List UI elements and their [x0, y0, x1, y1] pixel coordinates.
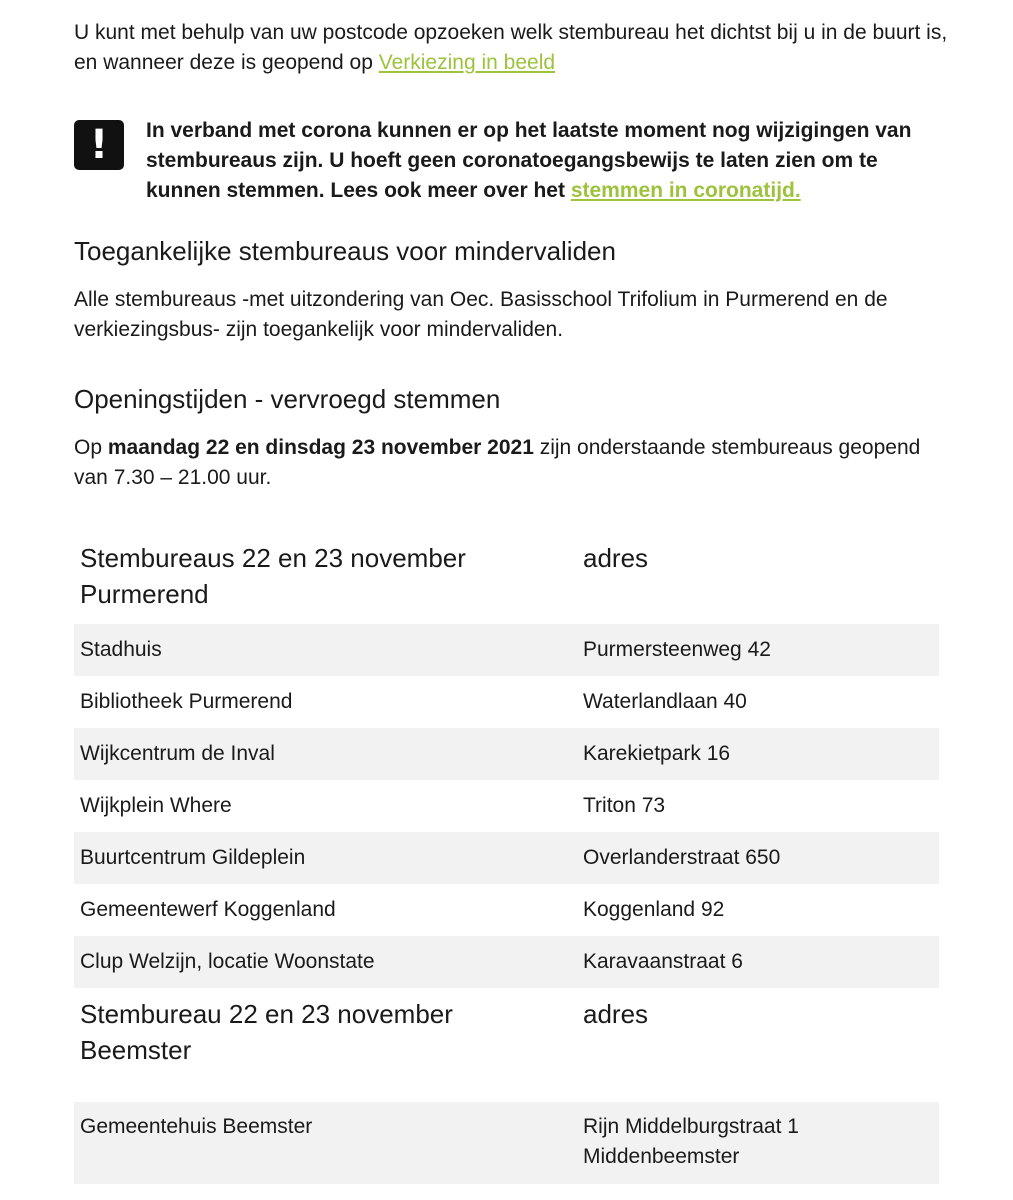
table-row: [74, 832, 939, 884]
station-name: Gemeentehuis Beemster: [80, 1115, 313, 1138]
station-address: Karekietpark 16: [583, 742, 731, 765]
station-name: Bibliotheek Purmerend: [80, 690, 293, 713]
station-address: Purmersteenweg 42: [583, 638, 771, 661]
beemster-header-row: [74, 988, 939, 1102]
station-name: Wijkplein Where: [80, 794, 232, 817]
verkiezing-in-beeld-link[interactable]: Verkiezing in beeld: [378, 51, 556, 74]
purmerend-header-address: adres: [583, 543, 649, 573]
accessibility-text: Alle stembureaus -met uitzondering van Oec. Basisschool Trifolium in Purmerend en de verkiezingsbus- zijn toegankelijk voor mindervaliden.: [74, 288, 888, 341]
table-row: [74, 676, 939, 728]
opening-hours-text: [74, 433, 954, 493]
station-address: Waterlandlaan 40: [583, 690, 747, 713]
station-name: Buurtcentrum Gildeplein: [80, 846, 306, 869]
station-address: Overlanderstraat 650: [583, 846, 781, 869]
polling-stations-table: [74, 532, 939, 1184]
station-address: Triton 73: [583, 794, 666, 817]
opening-text-before: Op: [74, 436, 108, 459]
purmerend-header-row: [74, 532, 939, 624]
station-name: Gemeentewerf Koggenland: [80, 898, 336, 921]
purmerend-header-name: Stembureaus 22 en 23 november Purmerend: [80, 543, 466, 609]
beemster-header-address: adres: [583, 999, 649, 1029]
intro-text: U kunt met behulp van uw postcode opzoeken welk stembureau het dichtst bij u in de buurt is, en wanneer deze is geopend op: [74, 21, 948, 74]
station-address: [577, 1102, 939, 1184]
stemmen-in-coronatijd-link[interactable]: stemmen in coronatijd.: [570, 179, 801, 202]
table-row: [74, 1102, 939, 1184]
table-row: [74, 780, 939, 832]
station-address: Koggenland 92: [583, 898, 725, 921]
notice-text: [146, 116, 954, 206]
opening-hours-heading: Openingstijden - vervroegd stemmen: [74, 384, 501, 414]
address-line-1: Rijn Middelburgstraat 1: [583, 1115, 799, 1138]
opening-dates: maandag 22 en dinsdag 23 november 2021: [107, 436, 534, 459]
intro-paragraph: [74, 18, 954, 78]
station-name: Wijkcentrum de Inval: [80, 742, 275, 765]
station-address: Karavaanstraat 6: [583, 950, 743, 973]
table-row: [74, 624, 939, 676]
table-row: [74, 884, 939, 936]
station-name: Stadhuis: [80, 638, 162, 661]
notice-body: In verband met corona kunnen er op het laatste moment nog wijzigingen van stembureaus zijn. U hoeft geen coronatoegangsbewijs te laten zien om te kunnen stemmen. Lees ook meer over het: [146, 119, 912, 202]
table-row: [74, 936, 939, 988]
corona-notice: [74, 116, 954, 206]
exclamation-icon: !: [74, 120, 124, 170]
beemster-header-name: Stembureau 22 en 23 november Beemster: [80, 999, 453, 1065]
address-line-2: Middenbeemster: [583, 1145, 740, 1168]
table-row: [74, 728, 939, 780]
station-name: Clup Welzijn, locatie Woonstate: [80, 950, 375, 973]
accessibility-heading: Toegankelijke stembureaus voor mindervaliden: [74, 236, 616, 266]
opening-text-after: zijn onderstaande stembureaus geopend van 7.30 – 21.00 uur.: [74, 436, 921, 489]
